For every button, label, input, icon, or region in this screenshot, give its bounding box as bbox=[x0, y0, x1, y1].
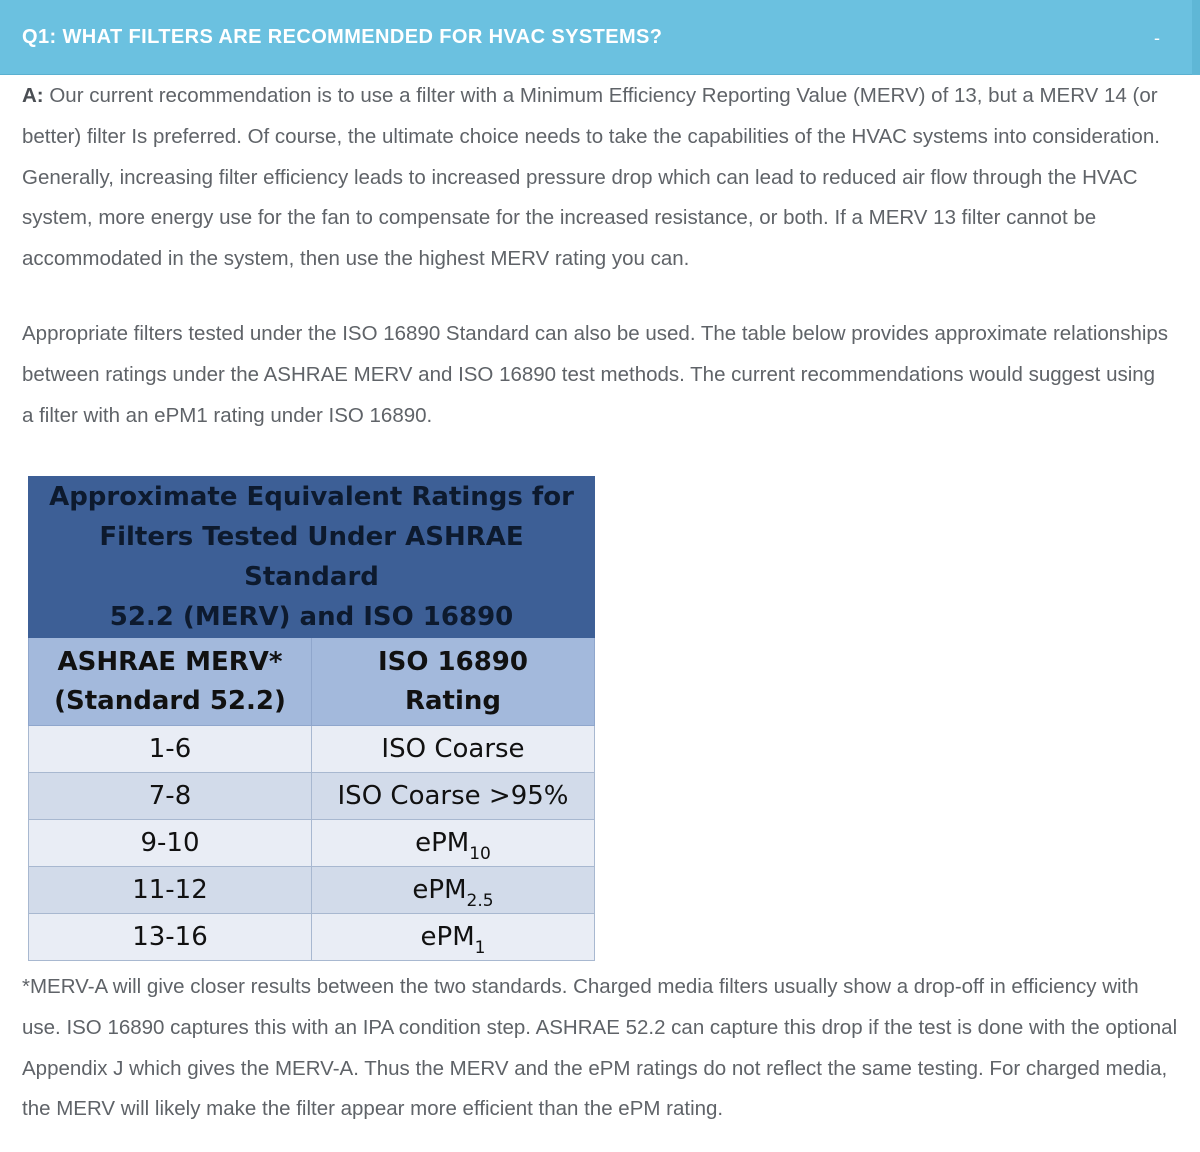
answer-paragraph-2 bbox=[22, 314, 1172, 436]
table-title-line-3: 52.2 (MERV) and ISO 16890 bbox=[109, 602, 514, 632]
table-row bbox=[29, 726, 595, 773]
collapse-toggle-icon[interactable]: - bbox=[1154, 28, 1160, 48]
column-header-merv-line-2: (Standard 52.2) bbox=[54, 685, 286, 716]
answer-text-2: Appropriate filters tested under the ISO 16890 Standard can also be used. The table below provides approximate relationships between ratings under the ASHRAE MERV and ISO 16890 test methods. The current recommendations would suggest using a filter with an ePM1 rating under ISO 16890. bbox=[22, 322, 1169, 427]
column-header-iso-line-2: Rating bbox=[404, 685, 502, 716]
iso-cell bbox=[312, 867, 595, 914]
answer-text-1: Our current recommendation is to use a filter with a Minimum Efficiency Reporting Value (MERV) of 13, but a MERV 14 (or better) filter Is preferred. Of course, the ultimate choice needs to take the capabilities of the HVAC systems into consideration. Generally, increasing filter efficiency leads to increased pressure drop which can lead to reduced air flow through the HVAC system, more energy use for the fan to compensate for the increased resistance, or both. If a MERV 13 filter cannot be accommodated in the system, then use the highest MERV rating you can. bbox=[22, 84, 1160, 271]
iso-cell bbox=[312, 726, 595, 773]
equivalent-ratings-table bbox=[28, 476, 595, 961]
merv-cell: 13-16 bbox=[29, 914, 312, 961]
iso-subscript: 10 bbox=[469, 844, 491, 864]
merv-cell: 1-6 bbox=[29, 726, 312, 773]
merv-cell: 7-8 bbox=[29, 773, 312, 820]
column-header-merv-line-1: ASHRAE MERV* bbox=[57, 646, 283, 677]
table-title-line-2: Filters Tested Under ASHRAE Standard bbox=[99, 522, 524, 592]
iso-value: ePM bbox=[412, 875, 467, 905]
iso-cell bbox=[312, 820, 595, 867]
merv-cell: 11-12 bbox=[29, 867, 312, 914]
iso-cell bbox=[312, 914, 595, 961]
iso-value: ISO Coarse >95% bbox=[337, 781, 569, 811]
iso-subscript: 2.5 bbox=[466, 891, 494, 911]
table-row bbox=[29, 914, 595, 961]
iso-cell bbox=[312, 773, 595, 820]
footnote-paragraph bbox=[22, 967, 1182, 1130]
answer-label: A: bbox=[22, 84, 44, 107]
column-header-merv bbox=[29, 638, 312, 726]
column-header-iso bbox=[312, 638, 595, 726]
answer-paragraph-1 bbox=[22, 76, 1172, 280]
scrollbar[interactable] bbox=[1192, 0, 1200, 75]
footnote-text: *MERV-A will give closer results between the two standards. Charged media filters usually show a drop-off in efficiency with use. ISO 16890 captures this with an IPA condition step. ASHRAE 52.2 can capture this drop if the test is done with the optional Appendix J which gives the MERV-A. Thus the MERV and the ePM ratings do not reflect the same testing. For charged media, the MERV will likely make the filter appear more efficient than the ePM rating. bbox=[22, 975, 1178, 1121]
table-row bbox=[29, 773, 595, 820]
iso-value: ISO Coarse bbox=[381, 734, 525, 764]
table-row bbox=[29, 867, 595, 914]
table-title-line-1: Approximate Equivalent Ratings for bbox=[49, 482, 574, 512]
iso-value: ePM bbox=[415, 828, 470, 858]
table-row bbox=[29, 820, 595, 867]
iso-value: ePM bbox=[420, 922, 475, 952]
table-title bbox=[29, 477, 595, 638]
merv-cell: 9-10 bbox=[29, 820, 312, 867]
faq-question-header[interactable] bbox=[0, 0, 1200, 75]
column-header-iso-line-1: ISO 16890 bbox=[377, 646, 528, 677]
iso-subscript: 1 bbox=[474, 938, 486, 958]
faq-question-title: Q1: WHAT FILTERS ARE RECOMMENDED FOR HVAC SYSTEMS? bbox=[22, 26, 663, 48]
